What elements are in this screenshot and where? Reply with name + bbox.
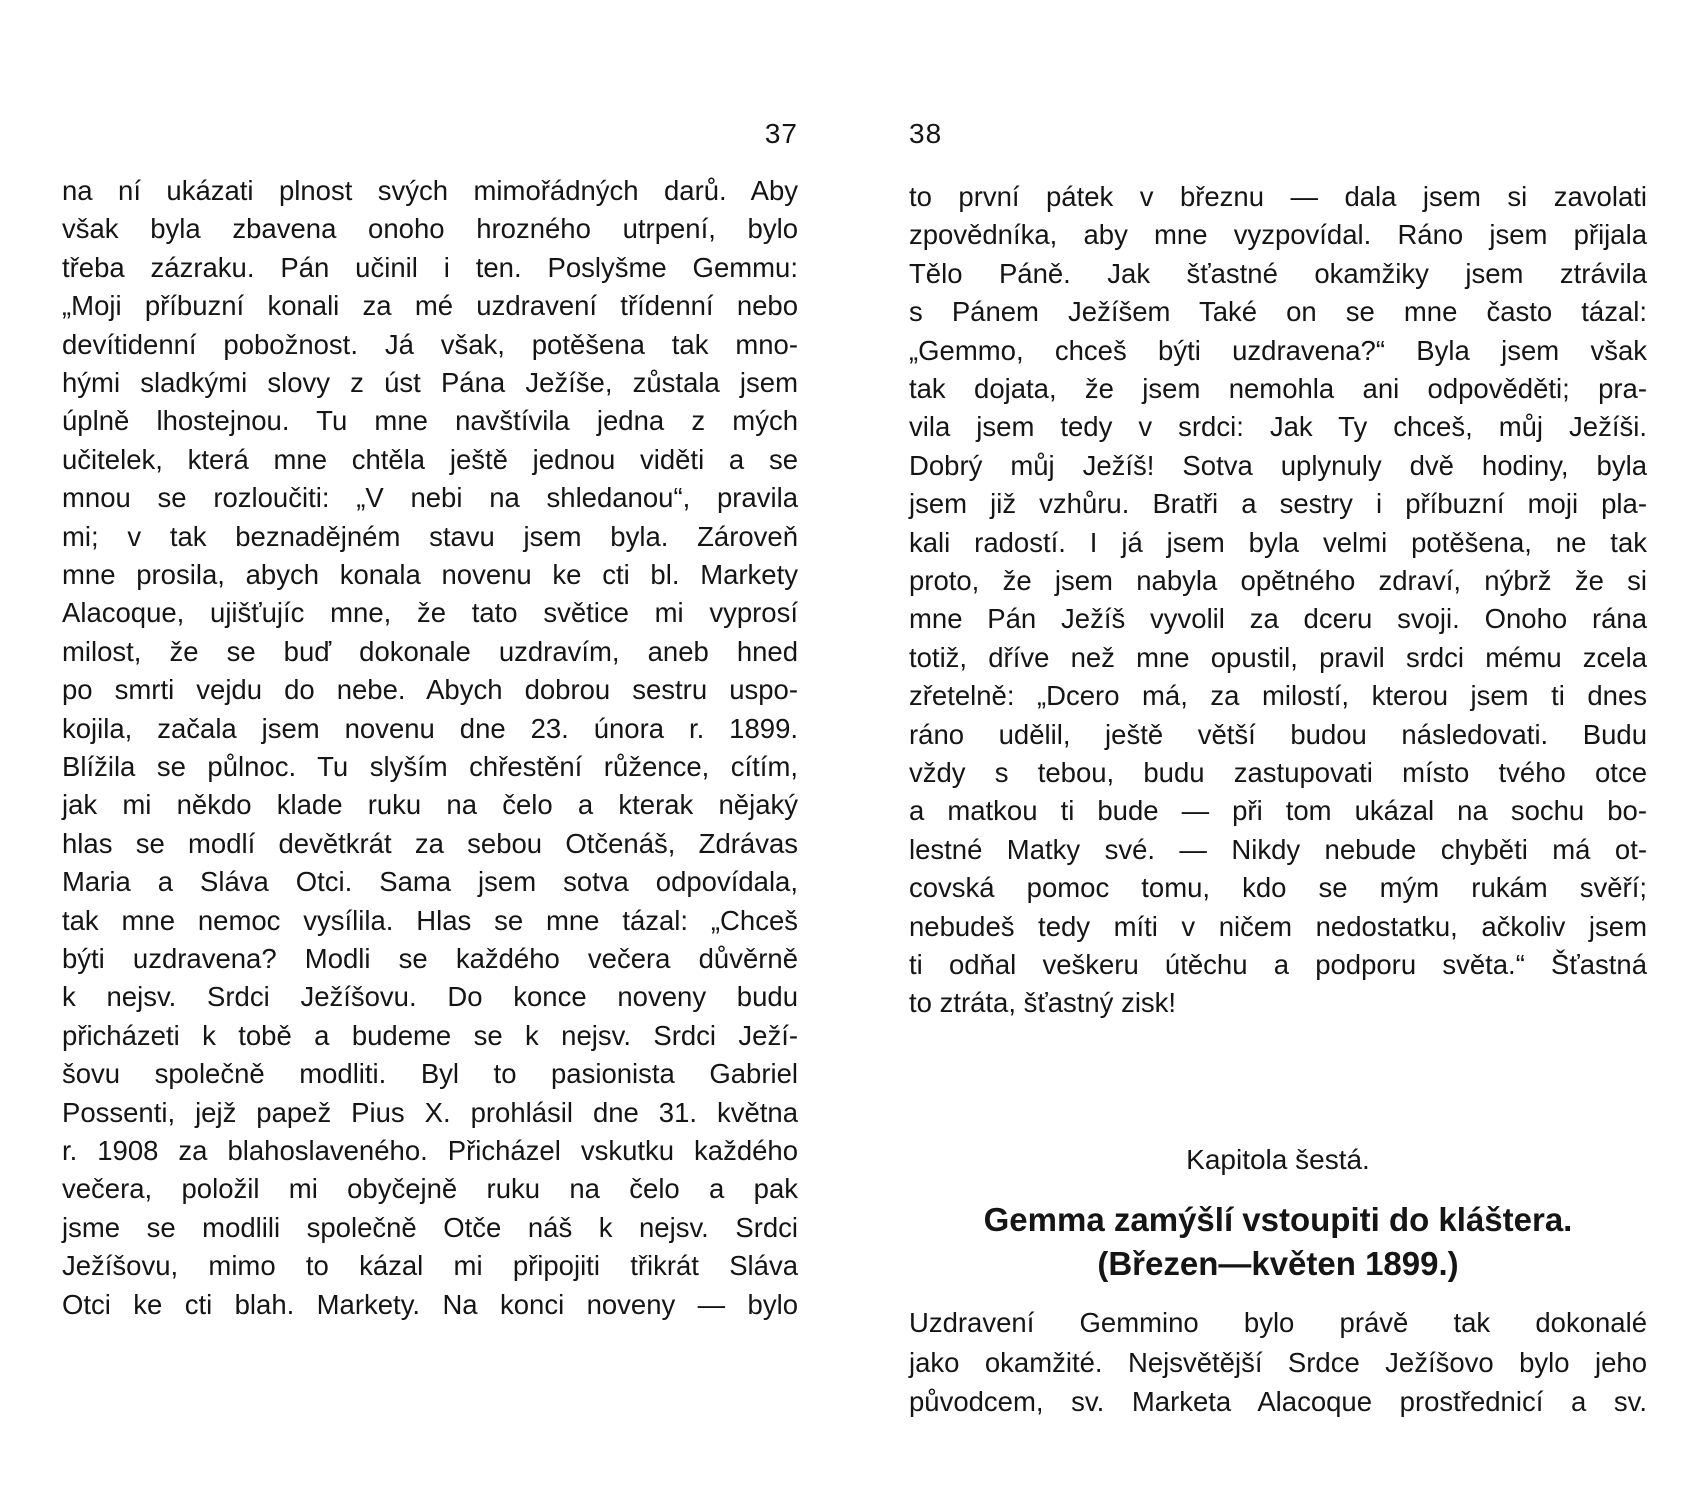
text-line: totiž, dříve než mne opustil, pravil srdci mému zcela (909, 641, 1647, 673)
text-line: přicházeti k tobě a budeme se k nejsv. Srdci Ježí- (62, 1019, 798, 1051)
text-line: s Pánem Ježíšem Také on se mne často tázal: (909, 296, 1647, 328)
text-line: k nejsv. Srdci Ježíšovu. Do konce noveny budu (62, 981, 798, 1013)
text-line: tak mne nemoc vysílila. Hlas se mne tázal: „Chceš (62, 904, 798, 936)
text-line: mne Pán Ježíš vyvolil za dceru svoji. Onoho rána (909, 603, 1647, 635)
text-line: to první pátek v březnu — dala jsem si zavolati (909, 181, 1647, 212)
text-line: Tělo Páně. Jak šťastné okamžiky jsem ztrávila (909, 257, 1647, 289)
chapter-label: Kapitola šestá. (1186, 1144, 1370, 1175)
text-line: zpovědníka, aby mne vyzpovídal. Ráno jsem přijala (909, 219, 1647, 251)
page-number-right: 38 (909, 118, 943, 149)
text-line: na ní ukázati plnost svých mimořádných darů. Aby (62, 175, 798, 206)
text-line: to ztráta, šťastný zisk! (909, 987, 1177, 1019)
text-line: „Moji příbuzní konali za mé uzdravení třídenní nebo (62, 290, 798, 322)
text-line: nebudeš tedy míti v ničem nedostatku, ačkoliv jsem (909, 910, 1647, 942)
text-line: tak dojata, že jsem nemohla ani odpověděti; pra- (909, 373, 1647, 404)
text-line: večera, položil mi obyčejně ruku na čelo a pak (62, 1173, 798, 1205)
text-line: ti odňal veškeru útěchu a podporu světa.“ Šťastná (909, 949, 1647, 980)
text-line: a matkou ti bude — při tom ukázal na sochu bo- (909, 795, 1647, 827)
text-line: Possenti, jejž papež Pius X. prohlásil dne 31. května (62, 1096, 798, 1128)
text-line: devítidenní pobožnost. Já však, potěšena tak mno- (62, 328, 798, 360)
text-line: mnou se rozloučiti: „V nebi na shledanou“, pravila (62, 482, 798, 514)
text-line: jsme se modlili společně Otče náš k nejsv. Srdci (62, 1211, 798, 1243)
text-line: jsem již vzhůru. Bratři a sestry i příbuzní moji pla- (909, 488, 1647, 520)
text-line: Ježíšovu, mimo to kázal mi připojiti třikrát Sláva (62, 1250, 798, 1282)
text-line: Alacoque, ujišťujíc mne, že tato světice mi vyprosí (62, 597, 798, 629)
text-line: jak mi někdo klade ruku na čelo a kterak nějaký (62, 789, 798, 821)
text-line: úplně lhostejnou. Tu mne navštívila jedna z mých (62, 405, 798, 437)
text-line: lestné Matky své. — Nikdy nebude chyběti má ot- (909, 833, 1647, 865)
text-line: proto, že jsem nabyla opětného zdraví, nýbrž že si (909, 565, 1647, 596)
text-line: vila jsem tedy v srdci: Jak Ty chceš, můj Ježíši. (909, 411, 1647, 443)
text-line: Uzdravení Gemmino bylo právě tak dokonalé (909, 1307, 1647, 1338)
text-line: mne prosila, abych konala novenu ke cti bl. Markety (62, 559, 798, 590)
text-line: kojila, začala jsem novenu dne 23. února r. 1899. (62, 712, 798, 744)
text-line: však byla zbavena onoho hrozného utrpení, bylo (62, 213, 798, 245)
text-line: vždy s tebou, budu zastupovati místo tvého otce (909, 757, 1647, 788)
text-line: Otci ke cti blah. Markety. Na konci noveny — bylo (62, 1288, 798, 1320)
text-line: Dobrý můj Ježíš! Sotva uplynuly dvě hodiny, byla (909, 449, 1647, 481)
text-line: hými sladkými slovy z úst Pána Ježíše, zůstala jsem (62, 367, 798, 398)
text-line: po smrti vejdu do nebe. Abych dobrou sestru uspo- (62, 674, 798, 706)
chapter-title-line-2: (Březen—květen 1899.) (1097, 1245, 1459, 1282)
text-line: původcem, sv. Marketa Alacoque prostřednicí a sv. (909, 1386, 1647, 1417)
text-line: „Gemmo, chceš býti uzdravena?“ Byla jsem však (909, 334, 1647, 366)
chapter-title-line-1: Gemma zamýšlí vstoupiti do kláštera. (983, 1201, 1573, 1238)
text-line: covská pomoc tomu, kdo se mým rukám svěří; (909, 872, 1647, 904)
text-line: Maria a Sláva Otci. Sama jsem sotva odpovídala, (62, 866, 798, 898)
text-line: učitelek, která mne chtěla ještě jednou viděti a se (62, 443, 798, 475)
text-line: milost, že se buď dokonale uzdravím, aneb hned (62, 635, 798, 667)
text-line: mi; v tak beznadějném stavu jsem byla. Zároveň (62, 520, 798, 552)
text-line: kali radostí. I já jsem byla velmi potěšena, ne tak (909, 526, 1647, 558)
text-line: ráno udělil, ještě větší budou následovati. Budu (909, 718, 1647, 750)
text-line: býti uzdravena? Modli se každého večera důvěrně (62, 943, 798, 974)
text-line: zřetelně: „Dcero má, za milostí, kterou jsem ti dnes (909, 680, 1647, 712)
text-line: jako okamžité. Nejsvětější Srdce Ježíšovo bylo jeho (909, 1346, 1647, 1378)
page-number-left: 37 (764, 118, 798, 149)
text-line: hlas se modlí devětkrát za sebou Otčenáš, Zdrávas (62, 827, 798, 859)
text-line: třeba zázraku. Pán učinil i ten. Poslyšme Gemmu: (62, 251, 798, 283)
text-line: r. 1908 za blahoslaveného. Přicházel vskutku každého (62, 1135, 798, 1166)
text-line: Blížila se půlnoc. Tu slyším chřestění růžence, cítím, (62, 751, 798, 782)
text-line: šovu společně modliti. Byl to pasionista Gabriel (62, 1058, 798, 1090)
